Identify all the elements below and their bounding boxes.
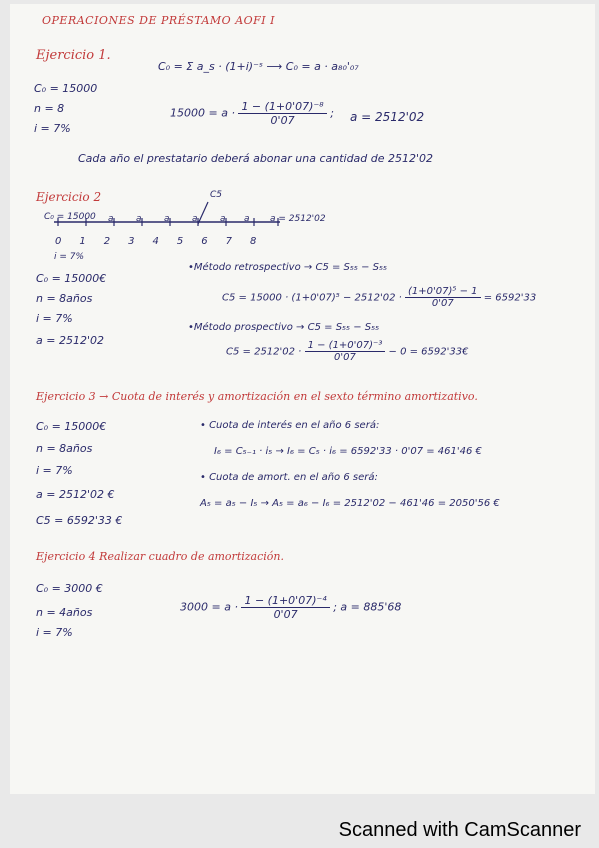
ex1-formula-lhs: C₀ = Σ a_s · (1+i)⁻ˢ — [158, 60, 263, 73]
ex2-timeline-c5: C5 — [210, 190, 223, 200]
ex1-fraction-num: 1 − (1+0'07)⁻⁸ — [238, 100, 326, 114]
ex1-fraction — [238, 100, 326, 127]
ex2-a: a = 2512'02 — [36, 334, 104, 347]
ex4-result: ; a = 885'68 — [333, 600, 402, 614]
ex1-formula — [158, 60, 359, 73]
ex1-n: n = 8 — [34, 102, 65, 115]
tick: 7 — [225, 236, 250, 247]
ex2-heading: Ejercicio 2 — [36, 190, 102, 204]
ex2-retro-label: •Método retrospectivo → C5 = S₅₅ − S₅₅ — [188, 262, 388, 273]
ex4-eq-left: 3000 = a · — [180, 600, 238, 614]
ex3-heading: Ejercicio 3 → Cuota de interés y amortización en el sexto término amortizativo. — [36, 390, 478, 403]
tick: 4 — [152, 236, 177, 247]
tick: 0 — [55, 236, 80, 247]
ex3-n: n = 8años — [36, 442, 93, 455]
ex2-i: i = 7% — [36, 312, 73, 325]
ex1-result: a = 2512'02 — [350, 110, 425, 124]
ex2-retro-lhs: C5 = 15000 · (1+0'07)⁵ − 2512'02 · — [222, 292, 402, 304]
ex2-timeline-a2: a — [136, 214, 142, 224]
ex2-retro-result: = 6592'33 — [483, 292, 537, 304]
ex1-formula-rhs: C₀ = a · a₈₀'₀₇ — [285, 60, 359, 73]
ex2-n: n = 8años — [36, 292, 93, 305]
ex4-n: n = 4años — [36, 606, 93, 619]
tick: 1 — [79, 236, 104, 247]
ex1-eq-sep: ; — [330, 106, 334, 120]
ex1-fraction-den: 0'07 — [270, 114, 295, 127]
ex4-c0: C₀ = 3000 € — [36, 582, 103, 595]
tick: 6 — [201, 236, 226, 247]
ex3-c5: C5 = 6592'33 € — [36, 514, 123, 527]
page-title: OPERACIONES DE PRÉSTAMO AOFI I — [42, 14, 275, 27]
ex1-eq-left: 15000 = a · — [170, 106, 235, 120]
ex2-timeline-a6: a — [244, 214, 250, 224]
ex2-timeline-a5: a — [220, 214, 226, 224]
ex4-heading: Ejercicio 4 Realizar cuadro de amortización. — [36, 550, 284, 563]
ex3-eq1: I₆ = C₅₋₁ · i₅ → I₆ = C₅ · i₆ = 6592'33 · 0'07 = 461'46 € — [214, 446, 482, 457]
ex2-prosp-num: 1 − (1+0'07)⁻³ — [305, 340, 386, 352]
ex3-bullet1: • Cuota de interés en el año 6 será: — [200, 420, 380, 431]
ex2-prosp-result: − 0 = 6592'33€ — [388, 346, 469, 358]
ex4-i: i = 7% — [36, 626, 73, 639]
ex3-eq2: A₅ = a₅ − I₅ → A₅ = a₆ − I₆ = 2512'02 − 461'46 = 2050'56 € — [200, 498, 500, 509]
ex1-equation — [170, 100, 334, 127]
ex2-timeline-c0: C₀ = 15000 — [44, 212, 96, 222]
camscanner-watermark: Scanned with CamScanner — [338, 819, 581, 841]
ex2-timeline-a3: a — [164, 214, 170, 224]
tick: 3 — [128, 236, 153, 247]
ex3-bullet2: • Cuota de amort. en el año 6 será: — [200, 472, 378, 483]
ex2-prosp-label: •Método prospectivo → C5 = S₅₅ − S₅₅ — [188, 322, 380, 333]
ex2-retro-eq — [222, 286, 536, 309]
ex2-timeline-a1: a — [108, 214, 114, 224]
tick: 5 — [176, 236, 202, 247]
ex2-retro-den: 0'07 — [431, 298, 454, 309]
ex1-conclusion: Cada año el prestatario deberá abonar una cantidad de 2512'02 — [78, 152, 434, 165]
ex2-retro-num: (1+0'07)⁵ − 1 — [405, 286, 481, 298]
tick: 8 — [250, 236, 275, 247]
ex2-prosp-den: 0'07 — [334, 352, 356, 363]
ex2-retro-fraction — [405, 286, 481, 309]
ex1-i: i = 7% — [34, 122, 71, 135]
ex3-c0: C₀ = 15000€ — [36, 420, 107, 433]
ex2-timeline-a4: a — [192, 214, 198, 224]
ex1-c0: C₀ = 15000 — [34, 82, 98, 95]
arrow-icon: ⟶ — [266, 60, 286, 73]
ex2-c0: C₀ = 15000€ — [36, 272, 107, 285]
ex4-fraction — [241, 594, 329, 621]
ex1-heading: Ejercicio 1. — [36, 48, 111, 63]
ex4-fraction-num: 1 − (1+0'07)⁻⁴ — [241, 594, 329, 608]
ex2-timeline-ticks — [55, 236, 274, 247]
ex4-equation — [180, 594, 401, 621]
ex2-prosp-lhs: C5 = 2512'02 · — [226, 346, 302, 358]
ex3-a: a = 2512'02 € — [36, 488, 115, 501]
ex4-fraction-den: 0'07 — [273, 608, 298, 621]
ex2-timeline-right: a = 2512'02 — [270, 214, 326, 224]
ex2-prosp-fraction — [305, 340, 386, 363]
ex3-i: i = 7% — [36, 464, 73, 477]
ex2-timeline-i: i = 7% — [54, 252, 85, 262]
ex2-prosp-eq — [226, 340, 468, 363]
tick: 2 — [103, 236, 129, 247]
